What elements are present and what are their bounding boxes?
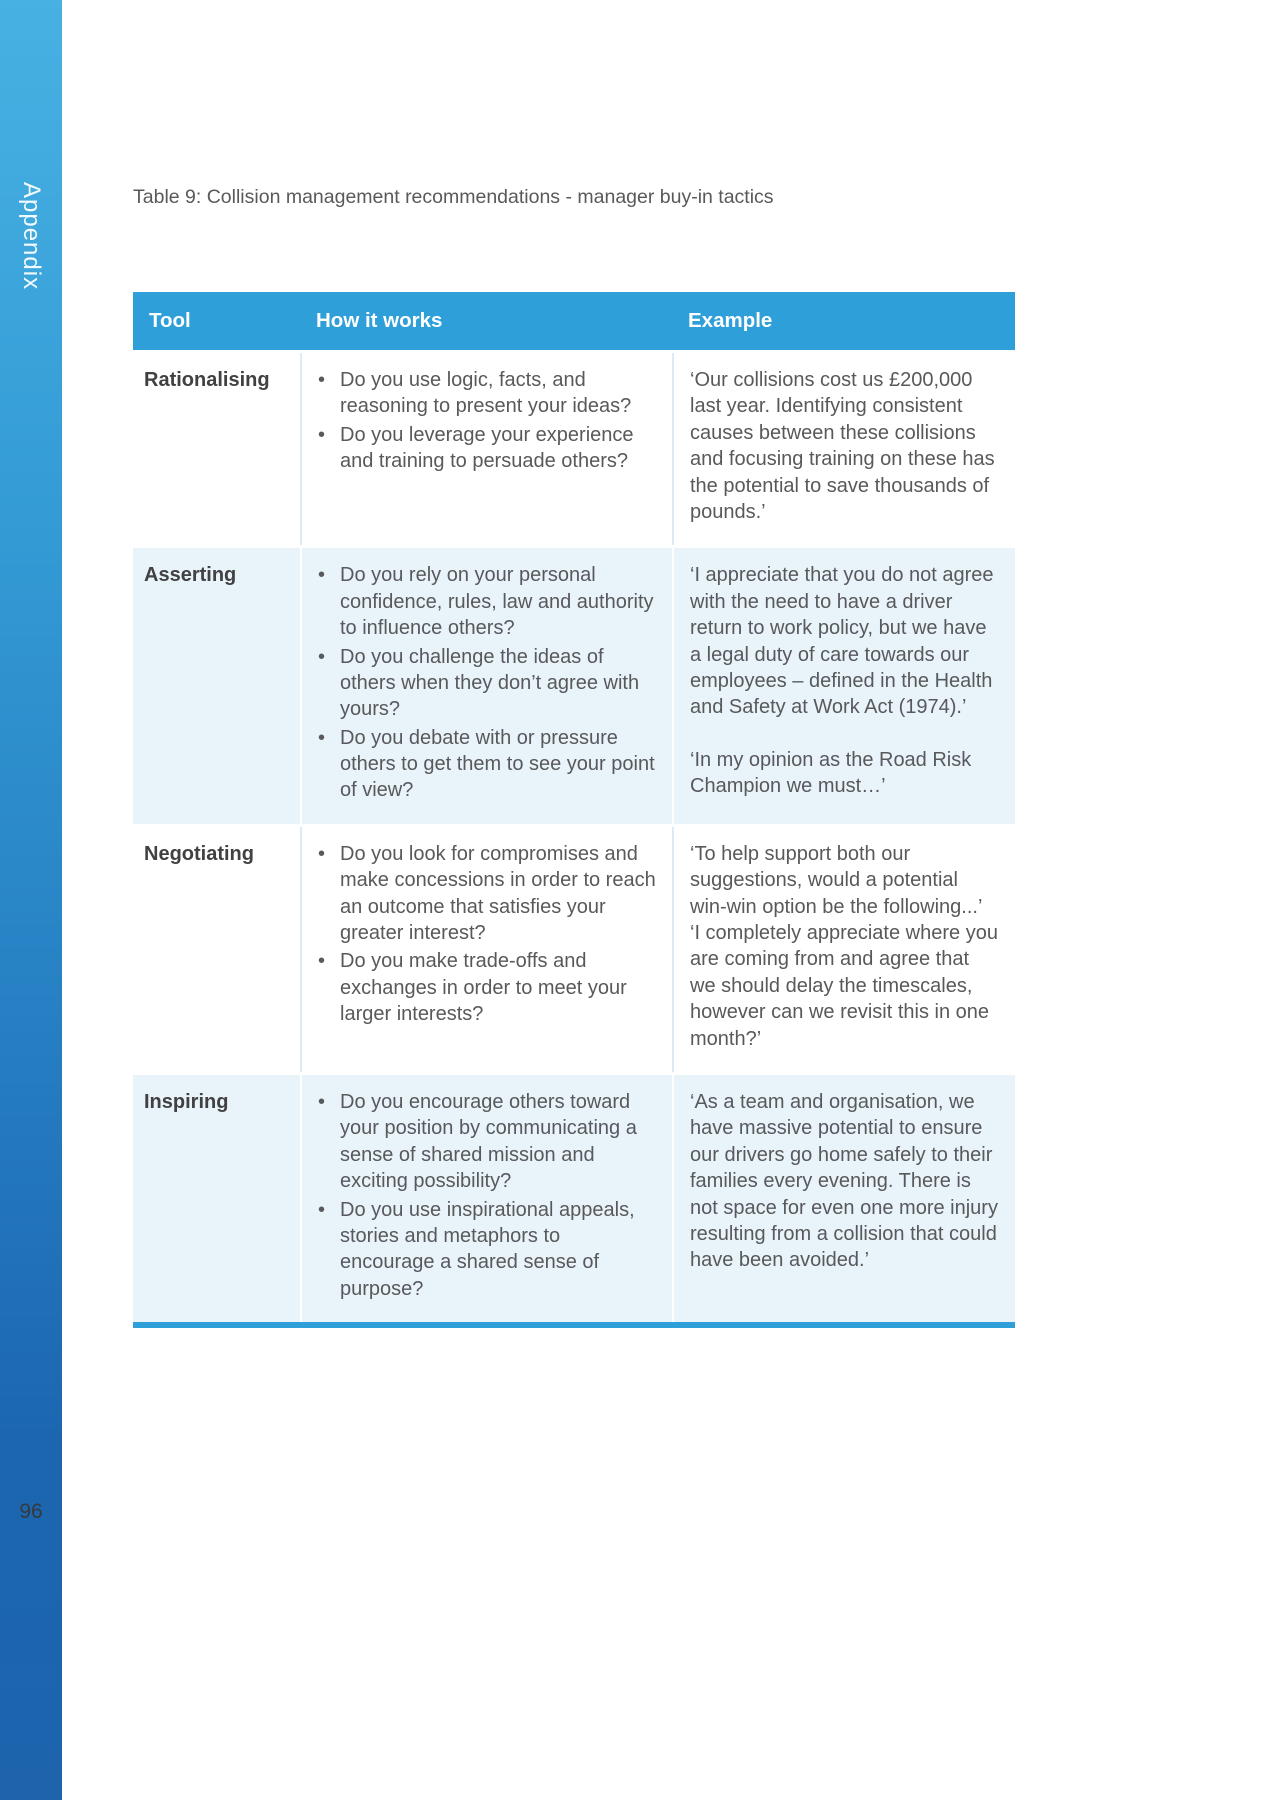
- table-row: [133, 545, 1015, 824]
- paragraph-spacer: [690, 721, 999, 747]
- cell-how-it-works: [300, 827, 672, 1072]
- cell-how-it-works: [300, 1075, 672, 1322]
- table-row: [133, 350, 1015, 545]
- example-paragraph: ‘Our collisions cost us £200,000 last year. Identifying consistent causes between these collisions and focusing training on these has the potential to save thousands of pounds.’: [690, 369, 995, 523]
- bullet-item: [318, 644, 656, 723]
- cell-example: [672, 1075, 1015, 1322]
- bullet-icon: •: [318, 369, 326, 391]
- table-bottom-rule: [133, 1322, 1015, 1328]
- bullet-item: [318, 725, 656, 804]
- bullet-item: [318, 367, 656, 420]
- bullet-text: Do you look for compromises and make concessions in order to reach an outcome that satisfies your greater interest?: [340, 842, 656, 945]
- bullet-icon: •: [318, 1090, 326, 1113]
- bullet-item: [318, 1089, 656, 1195]
- bullet-text: Do you use inspirational appeals, stories and metaphors to encourage a shared sense of purpose?: [340, 1198, 635, 1300]
- cell-example: [672, 548, 1015, 824]
- appendix-sidebar: [0, 0, 62, 1800]
- table-header-row: [133, 292, 1015, 350]
- bullet-icon: •: [318, 423, 326, 446]
- cell-how-it-works: [300, 548, 672, 824]
- example-paragraph: ‘To help support both our suggestions, would a potential win-win option be the following...’: [690, 842, 983, 918]
- bullet-icon: •: [318, 950, 326, 973]
- table-row: [133, 1072, 1015, 1322]
- example-paragraph: ‘As a team and organisation, we have massive potential to ensure our drivers go home safely to their families every evening. There is not space for even one more injury resulting from a collision that could have been avoided.’: [690, 1090, 998, 1272]
- bullet-icon: •: [318, 842, 326, 865]
- bullet-item: [318, 562, 656, 641]
- bullet-icon: •: [318, 1198, 326, 1221]
- bullet-text: Do you leverage your experience and training to persuade others?: [340, 423, 634, 473]
- bullet-item: [318, 422, 656, 475]
- table-row: [133, 824, 1015, 1072]
- example-paragraph: ‘In my opinion as the Road Risk Champion we must…’: [690, 748, 972, 798]
- cell-how-it-works: [300, 353, 672, 545]
- cell-example: [672, 353, 1015, 545]
- cell-tool: Negotiating: [144, 842, 254, 865]
- example-paragraph: ‘I appreciate that you do not agree with the need to have a driver return to work policy, but we have a legal duty of care towards our employees – defined in the Health and Safety at Work Act (1974).’: [690, 564, 994, 719]
- appendix-label: Appendix: [18, 182, 45, 291]
- table-title: Table 9: Collision management recommendations - manager buy-in tactics: [133, 186, 774, 208]
- cell-tool: Rationalising: [144, 369, 270, 391]
- bullet-icon: •: [318, 726, 326, 749]
- bullet-text: Do you make trade-offs and exchanges in order to meet your larger interests?: [340, 950, 627, 1026]
- bullet-text: Do you use logic, facts, and reasoning to present your ideas?: [340, 369, 632, 418]
- cell-tool: Asserting: [144, 564, 237, 587]
- bullet-text: Do you encourage others toward your position by communicating a sense of shared mission and exciting possibility?: [340, 1090, 637, 1193]
- example-paragraph: ‘I completely appreciate where you are coming from and agree that we should delay the timescales, however can we revisit this in one month?’: [690, 922, 998, 1050]
- tactics-table: [133, 292, 1015, 1328]
- bullet-list: [318, 841, 656, 1028]
- bullet-text: Do you challenge the ideas of others when they don’t agree with yours?: [340, 645, 640, 721]
- bullet-list: [318, 1089, 656, 1302]
- bullet-item: [318, 1197, 656, 1303]
- bullet-list: [318, 367, 656, 475]
- bullet-list: [318, 562, 656, 804]
- column-header: How it works: [316, 309, 443, 332]
- bullet-item: [318, 948, 656, 1027]
- column-header: Tool: [149, 309, 191, 332]
- bullet-item: [318, 841, 656, 947]
- bullet-text: Do you debate with or pressure others to get them to see your point of view?: [340, 726, 655, 802]
- page-number: 96: [19, 1500, 43, 1523]
- bullet-icon: •: [318, 564, 326, 587]
- cell-example: [672, 827, 1015, 1072]
- bullet-text: Do you rely on your personal confidence, rules, law and authority to influence others?: [340, 564, 654, 640]
- cell-tool: Inspiring: [144, 1090, 229, 1113]
- bullet-icon: •: [318, 645, 326, 668]
- column-header: Example: [688, 309, 773, 332]
